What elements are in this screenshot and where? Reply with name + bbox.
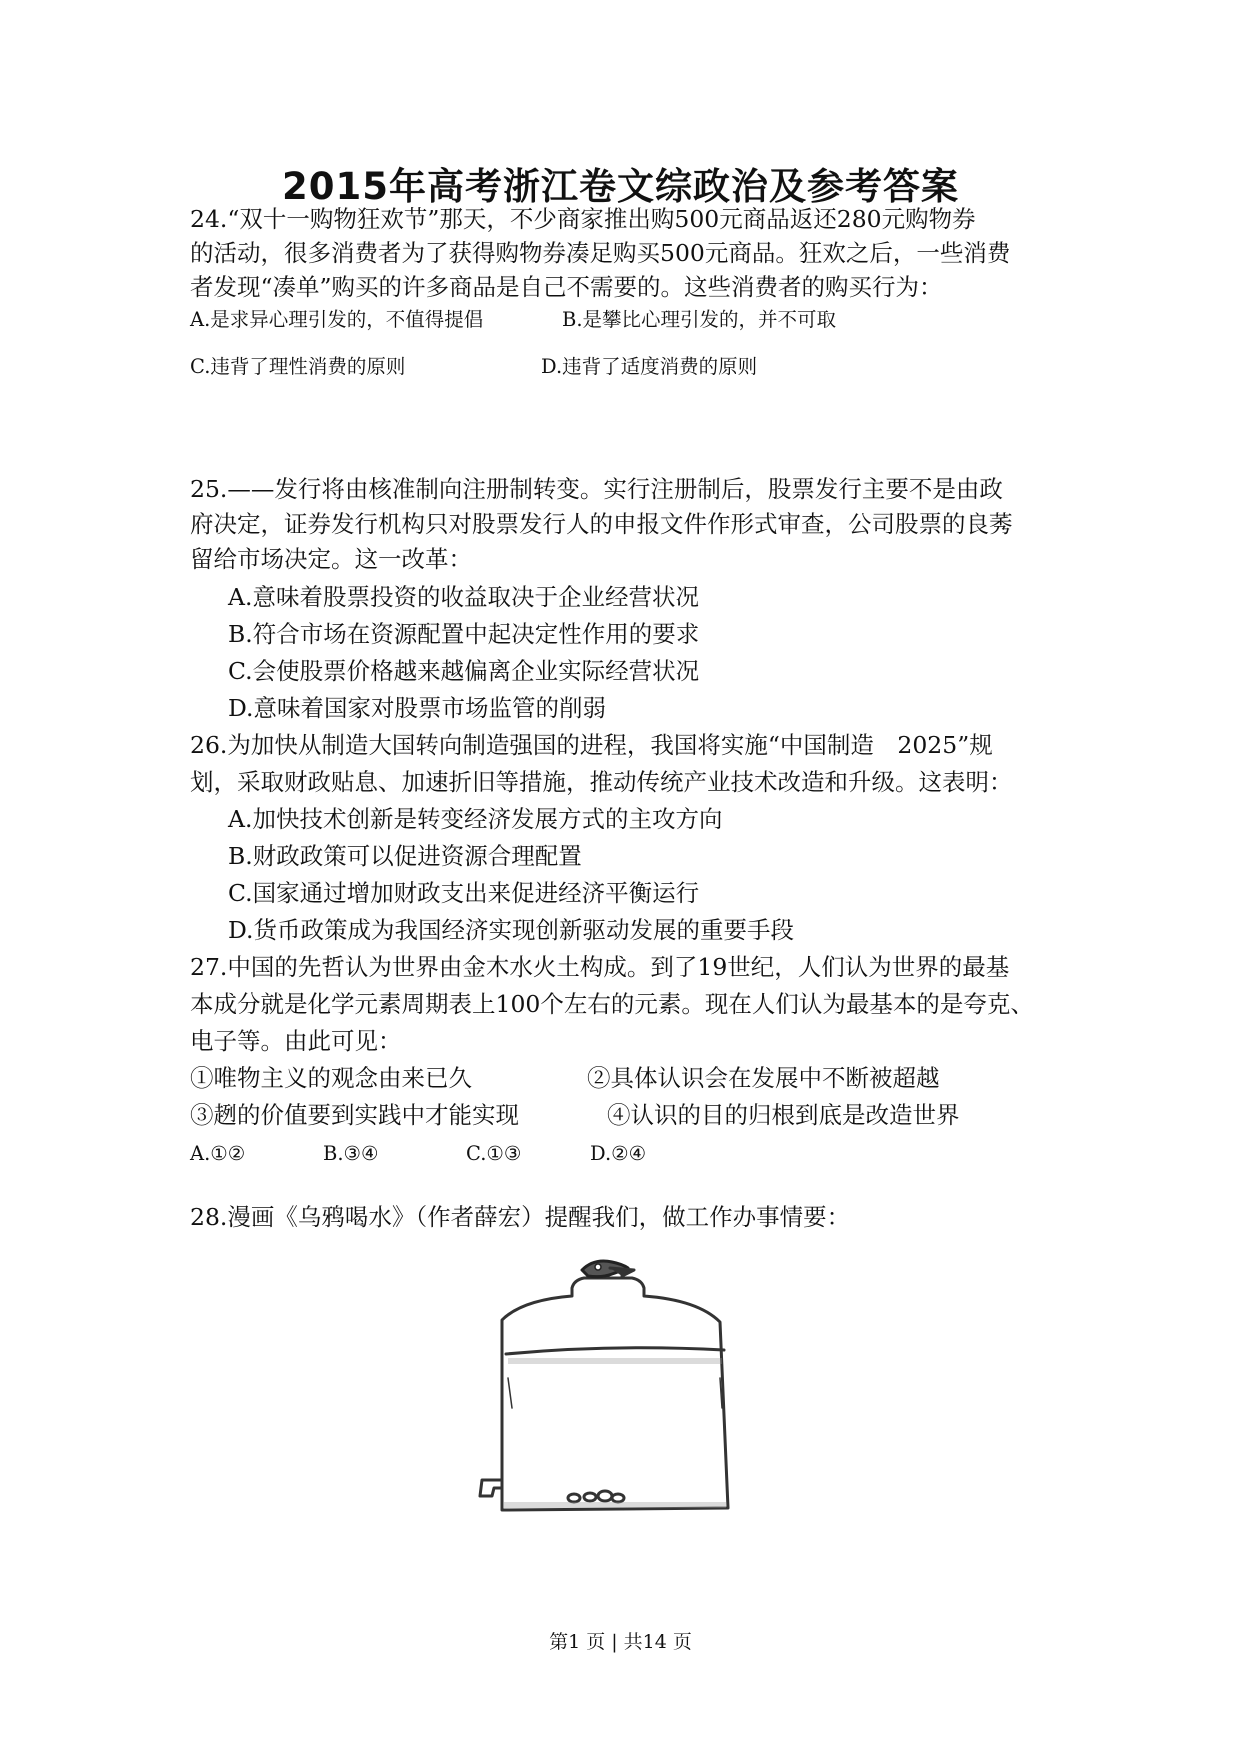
crow-drinking-water-cartoon — [462, 1258, 774, 1533]
q27-statement-4: ④认识的目的归根到底是改造世界 — [607, 1101, 960, 1129]
q28-line-1: 28.漫画《乌鸦喝水》（作者薛宏）提醒我们，做工作办事情要： — [190, 1203, 851, 1231]
q26-option-d: D.货币政策成为我国经济实现创新驱动发展的重要手段 — [228, 916, 794, 944]
q26-option-b: B.财政政策可以促进资源合理配置 — [228, 842, 582, 870]
q26-option-a: A.加快技术创新是转变经济发展方式的主攻方向 — [228, 805, 723, 833]
page-title: 2015年高考浙江卷文综政治及参考答案 — [282, 165, 959, 208]
q24-line-2: 的活动，很多消费者为了获得购物券凑足购买500元商品。狂欢之后，一些消费 — [190, 239, 1011, 267]
q27-option-c: C.①③ — [466, 1142, 522, 1165]
q27-option-a: A.①② — [190, 1142, 246, 1165]
q24-option-a: A.是求异心理引发的，不值得提倡 — [190, 308, 484, 331]
q26-line-1: 26.为加快从制造大国转向制造强国的进程，我国将实施“中国制造 2025”规 — [190, 731, 993, 759]
page-footer: 第1 页 | 共14 页 — [549, 1631, 692, 1653]
q27-line-3: 电子等。由此可见： — [190, 1027, 402, 1055]
q26-line-2: 划，采取财政贴息、加速折旧等措施，推动传统产业技术改造和升级。这表明： — [190, 768, 1013, 796]
q25-line-3: 留给市场决定。这一改革： — [190, 545, 472, 573]
q24-line-1: 24.“双十一购物狂欢节”那天，不少商家推出购500元商品返还280元购物券 — [190, 205, 976, 233]
q25-line-1: 25.——发行将由核准制向注册制转变。实行注册制后，股票发行主要不是由政 — [190, 475, 1003, 503]
q27-line-2: 本成分就是化学元素周期表上100个左右的元素。现在人们认为最基本的是夸克、 — [190, 990, 1034, 1018]
q24-option-b: B.是攀比心理引发的，并不可取 — [562, 308, 837, 331]
q25-option-a: A.意味着股票投资的收益取决于企业经营状况 — [228, 583, 699, 611]
q25-option-d: D.意味着国家对股票市场监管的削弱 — [228, 694, 606, 722]
q27-statement-1: ①唯物主义的观念由来已久 — [190, 1064, 472, 1092]
q27-option-d: D.②④ — [590, 1142, 647, 1165]
q25-line-2: 府决定，证券发行机构只对股票发行人的申报文件作形式审查，公司股票的良莠 — [190, 510, 1013, 538]
q25-option-c: C.会使股票价格越来越偏离企业实际经营状况 — [228, 657, 700, 685]
q27-option-b: B.③④ — [323, 1142, 379, 1165]
q26-option-c: C.国家通过增加财政支出来促进经济平衡运行 — [228, 879, 700, 907]
q27-statement-3: ③趔的价值要到实践中才能实现 — [190, 1101, 519, 1129]
q27-statement-2: ②具体认识会在发展中不断被超越 — [587, 1064, 940, 1092]
q27-line-1: 27.中国的先哲认为世界由金木水火土构成。到了19世纪，人们认为世界的最基 — [190, 953, 1010, 981]
q25-option-b: B.符合市场在资源配置中起决定性作用的要求 — [228, 620, 700, 648]
q24-option-d: D.违背了适度消费的原则 — [541, 355, 758, 378]
q24-option-c: C.违背了理性消费的原则 — [190, 355, 406, 378]
q24-line-3: 者发现“凑单”购买的许多商品是自己不需要的。这些消费者的购买行为： — [190, 273, 943, 301]
